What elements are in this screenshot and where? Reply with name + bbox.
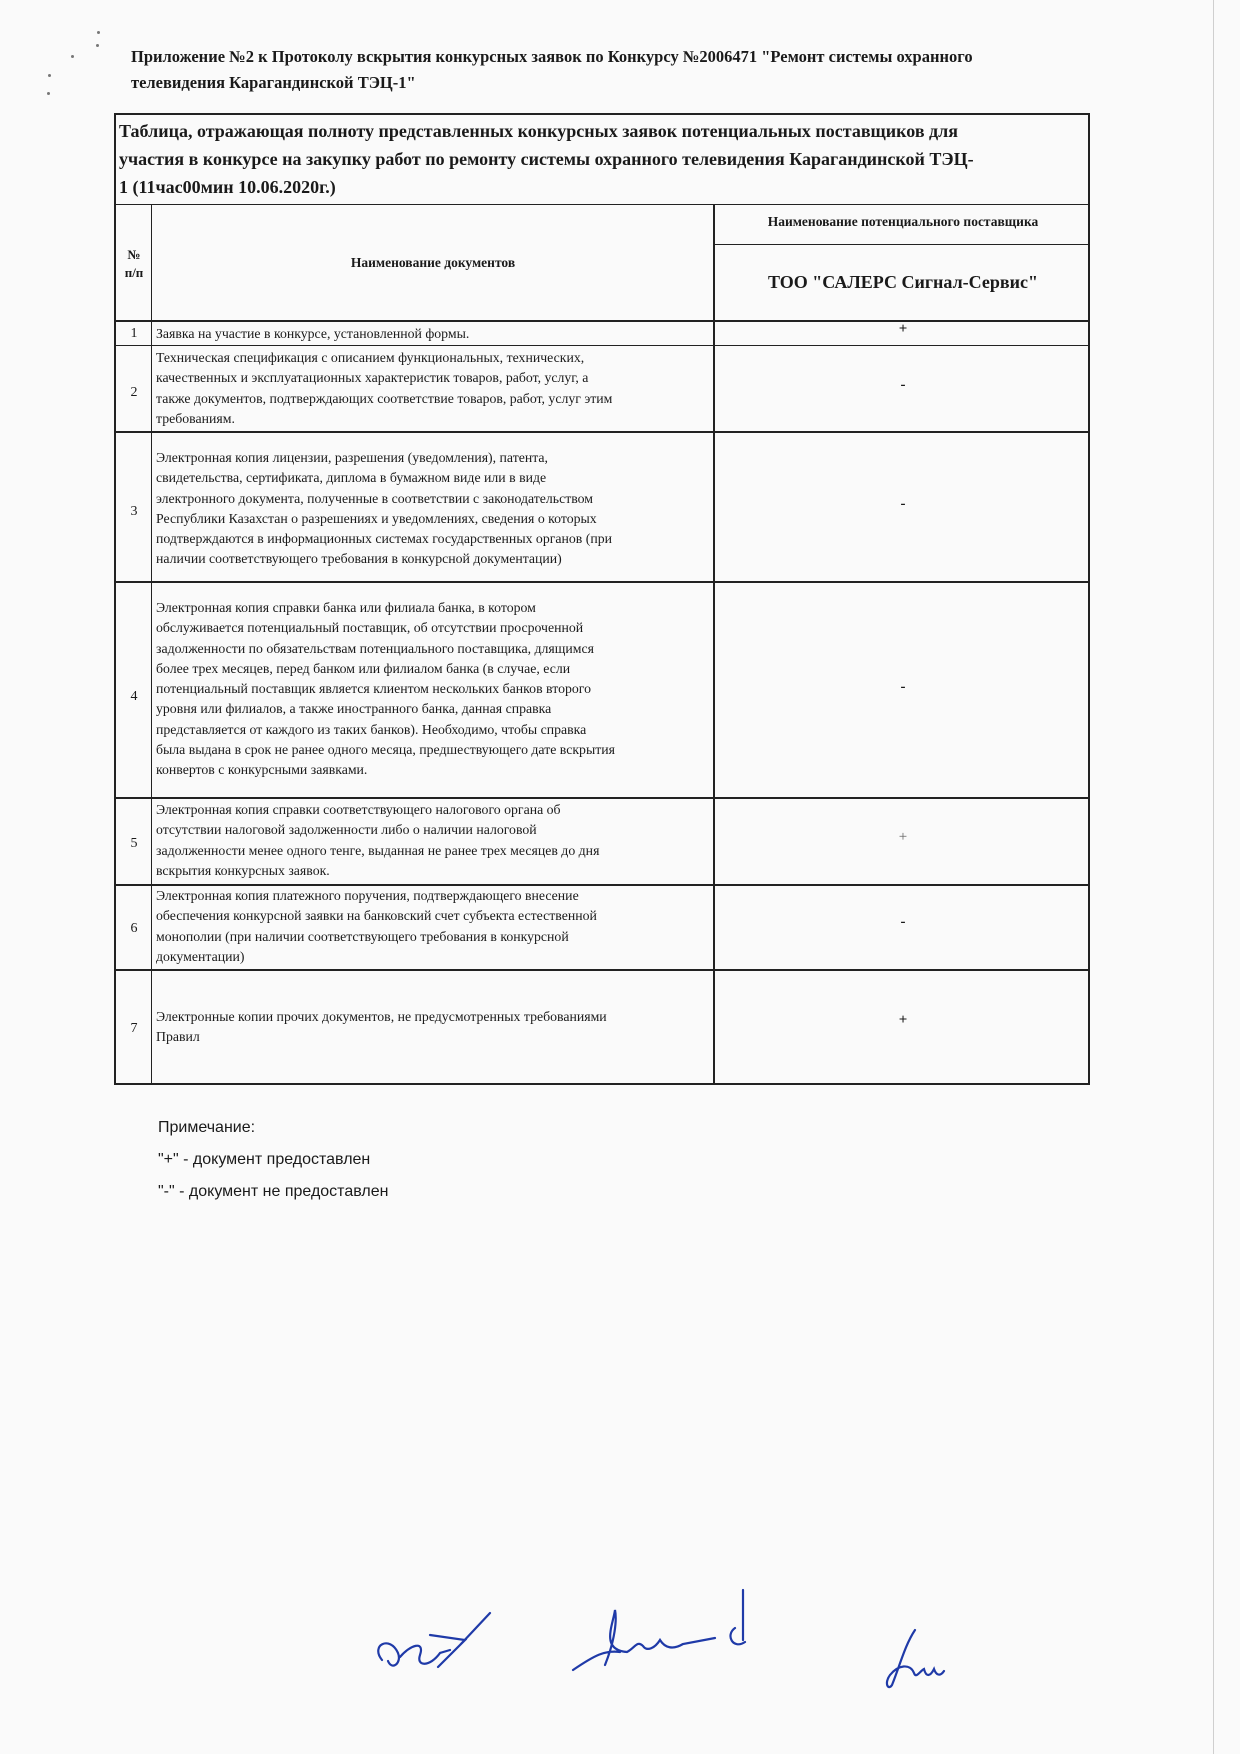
row-text-line: потенциальный поставщик является клиентом нескольких банков второго: [156, 681, 591, 697]
row-number: 1: [130, 326, 138, 341]
signature-3: [880, 1625, 960, 1695]
signature-2: [565, 1580, 755, 1680]
row-divider: [114, 581, 1090, 583]
row-text-line: задолженности менее одного тенге, выданная не ранее трех месяцев до дня: [156, 842, 600, 858]
row-text-line: требованиям.: [156, 410, 235, 426]
row-text-line: свидетельства, сертификата, диплома в бумажном виде или в виде: [156, 470, 547, 486]
column-header-supplier: Наименование потенциального поставщика: [767, 214, 1039, 229]
document-header-line-2: телевидения Карагандинской ТЭЦ-1": [131, 73, 416, 92]
row-text-line: документации): [156, 948, 245, 964]
row-text-line: монополии (при наличии соответствующего требования в конкурсной: [156, 928, 569, 944]
row-document-text: [156, 598, 708, 781]
row-status-mark: +: [898, 321, 908, 337]
row-text-line: Заявка на участие в конкурсе, установленной формы.: [156, 326, 470, 341]
row-divider: [114, 797, 1090, 799]
row-text-line: обслуживается потенциальный поставщик, об отсутствии просроченной: [156, 620, 584, 636]
page-edge: [1213, 0, 1214, 1754]
row-text-line: Техническая спецификация с описанием функциональных, технических,: [156, 350, 585, 365]
row-text-line: качественных и эксплуатационных характеристик товаров, работ, услуг, а: [156, 370, 589, 386]
row-text-line: Электронная копия справки банка или филиала банка, в котором: [156, 600, 536, 615]
column-header-documents: Наименование документов: [350, 255, 516, 270]
row-status-mark: -: [900, 496, 906, 512]
column-header-number-sign: №: [127, 247, 141, 262]
row-document-text: [156, 324, 708, 344]
row-text-line: задолженности по обязательствам потенциального поставщика, длящимся: [156, 640, 594, 656]
row-document-text: [156, 448, 708, 570]
notes-minus-legend: "-" - документ не предоставлен: [158, 1183, 389, 1200]
row-divider: [114, 969, 1090, 971]
row-document-text: [156, 800, 708, 881]
table-caption-line-3: 1 (11час00мин 10.06.2020г.): [119, 177, 336, 197]
row-text-line: вскрытия конкурсных заявок.: [156, 862, 330, 878]
row-text-line: более трех месяцев, перед банком или филиалом банка (в случае, если: [156, 660, 571, 676]
row-divider: [714, 244, 1090, 245]
row-text-line: Электронные копии прочих документов, не предусмотренных требованиями: [156, 1009, 607, 1024]
row-text-line: подтверждаются в информационных системах государственных органов (при: [156, 531, 613, 547]
scan-speck: [71, 55, 74, 58]
row-status-mark: -: [900, 914, 906, 930]
row-number: 2: [130, 385, 138, 400]
row-text-line: Республики Казахстан о разрешениях и уведомлениях, сведения о которых: [156, 510, 597, 526]
notes-block: [158, 1112, 388, 1208]
row-text-line: Электронная копия лицензии, разрешения (уведомления), патента,: [156, 450, 549, 465]
row-number: 4: [130, 689, 138, 704]
row-document-text: [156, 348, 708, 429]
row-status-mark: -: [900, 679, 906, 695]
column-divider: [713, 204, 715, 1085]
row-text-line: была выдана в срок не ранее одного месяца, предшествующего дате вскрытия: [156, 742, 615, 758]
row-text-line: уровня или филиалов, а также иностранного банка, данная справка: [156, 701, 552, 717]
row-text-line: наличии соответствующего требования в конкурсной документации): [156, 551, 562, 567]
row-status-mark: +: [898, 829, 908, 845]
scan-speck: [48, 74, 51, 77]
row-status-mark: +: [898, 1012, 908, 1028]
supplier-name: ТОО "САЛЕРС Сигнал-Сервис": [768, 272, 1038, 292]
row-text-line: конвертов с конкурсными заявками.: [156, 762, 368, 778]
notes-title: Примечание:: [158, 1119, 256, 1136]
document-header-line-1: Приложение №2 к Протоколу вскрытия конкурсных заявок по Конкурсу №2006471 "Ремонт системы охранного: [131, 47, 973, 66]
row-text-line: обеспечения конкурсной заявки на банковский счет субъекта естественной: [156, 908, 597, 924]
table-caption-line-2: участия в конкурсе на закупку работ по ремонту системы охранного телевидения Карагандинской ТЭЦ-: [119, 149, 974, 169]
column-header-number: [116, 246, 152, 282]
scan-speck: [47, 92, 50, 95]
column-header-number-abbr: п/п: [124, 265, 144, 280]
scan-speck: [96, 44, 99, 47]
row-text-line: также документов, подтверждающих соответствие товаров, работ, услуг этим: [156, 390, 613, 406]
row-text-line: Электронная копия платежного поручения, подтверждающего внесение: [156, 888, 579, 903]
row-text-line: Правил: [156, 1029, 200, 1045]
row-text-line: Электронная копия справки соответствующего налогового органа об: [156, 802, 561, 817]
signature-1: [370, 1605, 500, 1685]
row-divider: [114, 345, 1090, 346]
row-document-text: [156, 1007, 708, 1048]
row-number: 3: [130, 504, 138, 519]
table-caption-line-1: Таблица, отражающая полноту представленных конкурсных заявок потенциальных поставщиков для: [119, 121, 958, 141]
row-status-mark: -: [900, 377, 906, 393]
row-number: 7: [130, 1021, 138, 1036]
row-text-line: представляется от каждого из таких банков). Необходимо, чтобы справка: [156, 721, 587, 737]
row-text-line: электронного документа, полученные в соответствии с законодательством: [156, 490, 594, 506]
row-document-text: [156, 886, 708, 967]
row-number: 5: [130, 836, 138, 851]
row-divider: [114, 204, 1090, 205]
notes-plus-legend: "+" - документ предоставлен: [158, 1151, 371, 1168]
row-number: 6: [130, 921, 138, 936]
row-divider: [114, 431, 1090, 433]
row-text-line: отсутствии налоговой задолженности либо о наличии налоговой: [156, 822, 537, 838]
scan-speck: [97, 31, 100, 34]
